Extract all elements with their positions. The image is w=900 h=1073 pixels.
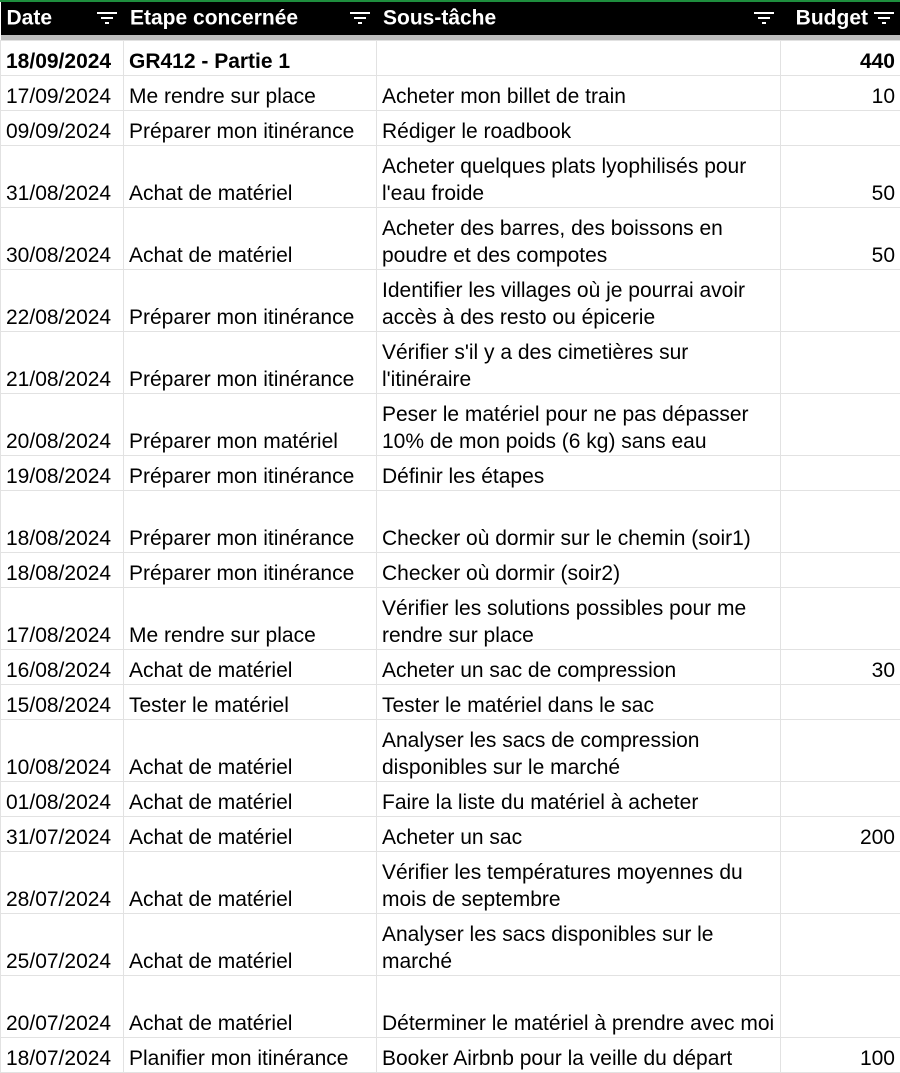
budget-cell[interactable] (781, 914, 900, 976)
etape-cell[interactable]: Achat de matériel (124, 852, 377, 914)
sous-tache-cell[interactable]: Rédiger le roadbook (377, 111, 781, 146)
table-row (1, 720, 900, 782)
table-row (1, 650, 900, 685)
date-cell[interactable]: 18/08/2024 (1, 491, 124, 553)
budget-cell[interactable] (781, 852, 900, 914)
filter-date-icon[interactable] (97, 10, 117, 26)
etape-cell[interactable]: Préparer mon itinérance (124, 456, 377, 491)
table-row (1, 1038, 900, 1073)
budget-cell[interactable]: 100 (781, 1038, 900, 1073)
sous-tache-cell[interactable]: Checker où dormir sur le chemin (soir1) (377, 491, 781, 553)
date-cell[interactable]: 22/08/2024 (1, 270, 124, 332)
etape-cell[interactable]: GR412 - Partie 1 (124, 41, 377, 76)
etape-cell[interactable]: Achat de matériel (124, 976, 377, 1038)
etape-cell[interactable]: Achat de matériel (124, 914, 377, 976)
header-etape-label: Etape concernée (130, 6, 299, 30)
budget-cell[interactable] (781, 270, 900, 332)
table-row (1, 914, 900, 976)
table-row (1, 782, 900, 817)
sous-tache-cell[interactable]: Vérifier les solutions possibles pour me rendre sur place (377, 588, 781, 650)
sous-tache-cell[interactable]: Acheter un sac (377, 817, 781, 852)
sous-tache-cell[interactable]: Tester le matériel dans le sac (377, 685, 781, 720)
header-etape (124, 2, 377, 35)
table-row (1, 111, 900, 146)
date-cell[interactable]: 30/08/2024 (1, 208, 124, 270)
date-cell[interactable]: 15/08/2024 (1, 685, 124, 720)
date-cell[interactable]: 31/07/2024 (1, 817, 124, 852)
table-row (1, 394, 900, 456)
header-budget-label: Budget (795, 6, 868, 30)
etape-cell[interactable]: Me rendre sur place (124, 588, 377, 650)
date-cell[interactable]: 18/07/2024 (1, 1038, 124, 1073)
etape-cell[interactable]: Me rendre sur place (124, 76, 377, 111)
table-row (1, 491, 900, 553)
sous-tache-cell[interactable]: Checker où dormir (soir2) (377, 553, 781, 588)
date-cell[interactable]: 25/07/2024 (1, 914, 124, 976)
sous-tache-cell[interactable]: Faire la liste du matériel à acheter (377, 782, 781, 817)
budget-cell[interactable]: 200 (781, 817, 900, 852)
header-date-label: Date (6, 6, 53, 30)
header-row (1, 2, 900, 35)
date-cell[interactable]: 18/09/2024 (1, 41, 124, 76)
filter-sous-tache-icon[interactable] (754, 10, 774, 26)
table-row (1, 976, 900, 1038)
budget-cell[interactable]: 50 (781, 208, 900, 270)
etape-cell[interactable]: Préparer mon matériel (124, 394, 377, 456)
sous-tache-cell[interactable]: Booker Airbnb pour la veille du départ (377, 1038, 781, 1073)
table-row (1, 588, 900, 650)
sous-tache-cell[interactable]: Analyser les sacs disponibles sur le marché (377, 914, 781, 976)
table-row (1, 146, 900, 208)
date-cell[interactable]: 01/08/2024 (1, 782, 124, 817)
budget-cell[interactable] (781, 976, 900, 1038)
date-cell[interactable]: 19/08/2024 (1, 456, 124, 491)
date-cell[interactable]: 28/07/2024 (1, 852, 124, 914)
etape-cell[interactable]: Achat de matériel (124, 208, 377, 270)
budget-cell[interactable] (781, 491, 900, 553)
etape-cell[interactable]: Achat de matériel (124, 817, 377, 852)
date-cell[interactable]: 17/08/2024 (1, 588, 124, 650)
table-row (1, 817, 900, 852)
table-row (1, 270, 900, 332)
table-row (1, 76, 900, 111)
header-budget (781, 2, 900, 35)
date-cell[interactable]: 09/09/2024 (1, 111, 124, 146)
budget-cell[interactable] (781, 685, 900, 720)
date-cell[interactable]: 10/08/2024 (1, 720, 124, 782)
sous-tache-cell[interactable]: Acheter quelques plats lyophilisés pour l'eau froide (377, 146, 781, 208)
sous-tache-cell[interactable]: Définir les étapes (377, 456, 781, 491)
task-table (0, 2, 900, 1073)
filter-etape-icon[interactable] (350, 10, 370, 26)
budget-cell[interactable] (781, 782, 900, 817)
header-date (1, 2, 124, 35)
table-row (1, 332, 900, 394)
budget-cell[interactable] (781, 111, 900, 146)
filter-budget-icon[interactable] (874, 10, 894, 26)
etape-cell[interactable]: Préparer mon itinérance (124, 111, 377, 146)
budget-cell[interactable] (781, 456, 900, 491)
sous-tache-cell[interactable] (377, 41, 781, 76)
sous-tache-cell[interactable]: Acheter un sac de compression (377, 650, 781, 685)
date-cell[interactable]: 31/08/2024 (1, 146, 124, 208)
budget-cell[interactable]: 30 (781, 650, 900, 685)
etape-cell[interactable]: Achat de matériel (124, 146, 377, 208)
sous-tache-cell[interactable]: Peser le matériel pour ne pas dépasser 10% de mon poids (6 kg) sans eau (377, 394, 781, 456)
date-cell[interactable]: 17/09/2024 (1, 76, 124, 111)
budget-cell[interactable] (781, 553, 900, 588)
sous-tache-cell[interactable]: Acheter mon billet de train (377, 76, 781, 111)
etape-cell[interactable]: Préparer mon itinérance (124, 491, 377, 553)
budget-cell[interactable] (781, 588, 900, 650)
date-cell[interactable]: 20/08/2024 (1, 394, 124, 456)
table-row (1, 208, 900, 270)
date-cell[interactable]: 20/07/2024 (1, 976, 124, 1038)
sous-tache-cell[interactable]: Vérifier les températures moyennes du mois de septembre (377, 852, 781, 914)
etape-cell[interactable]: Préparer mon itinérance (124, 553, 377, 588)
budget-cell[interactable] (781, 720, 900, 782)
budget-cell[interactable]: 440 (781, 41, 900, 76)
table-row (1, 553, 900, 588)
sous-tache-cell[interactable]: Acheter des barres, des boissons en poudre et des compotes (377, 208, 781, 270)
etape-cell[interactable]: Planifier mon itinérance (124, 1038, 377, 1073)
etape-cell[interactable]: Achat de matériel (124, 720, 377, 782)
etape-cell[interactable]: Préparer mon itinérance (124, 270, 377, 332)
etape-cell[interactable]: Tester le matériel (124, 685, 377, 720)
sous-tache-cell[interactable]: Déterminer le matériel à prendre avec moi (377, 976, 781, 1038)
budget-cell[interactable]: 50 (781, 146, 900, 208)
date-cell[interactable]: 16/08/2024 (1, 650, 124, 685)
header-sous-tache-label: Sous-tâche (383, 6, 497, 30)
header-sous-tache (377, 2, 781, 35)
sous-tache-cell[interactable]: Identifier les villages où je pourrai avoir accès à des resto ou épicerie (377, 270, 781, 332)
budget-cell[interactable] (781, 394, 900, 456)
etape-cell[interactable]: Achat de matériel (124, 650, 377, 685)
table-row (1, 852, 900, 914)
etape-cell[interactable]: Préparer mon itinérance (124, 332, 377, 394)
date-cell[interactable]: 21/08/2024 (1, 332, 124, 394)
budget-cell[interactable]: 10 (781, 76, 900, 111)
sous-tache-cell[interactable]: Analyser les sacs de compression disponibles sur le marché (377, 720, 781, 782)
date-cell[interactable]: 18/08/2024 (1, 553, 124, 588)
budget-cell[interactable] (781, 332, 900, 394)
sous-tache-cell[interactable]: Vérifier s'il y a des cimetières sur l'itinéraire (377, 332, 781, 394)
table-row (1, 685, 900, 720)
table-row (1, 456, 900, 491)
table-row (1, 41, 900, 76)
etape-cell[interactable]: Achat de matériel (124, 782, 377, 817)
